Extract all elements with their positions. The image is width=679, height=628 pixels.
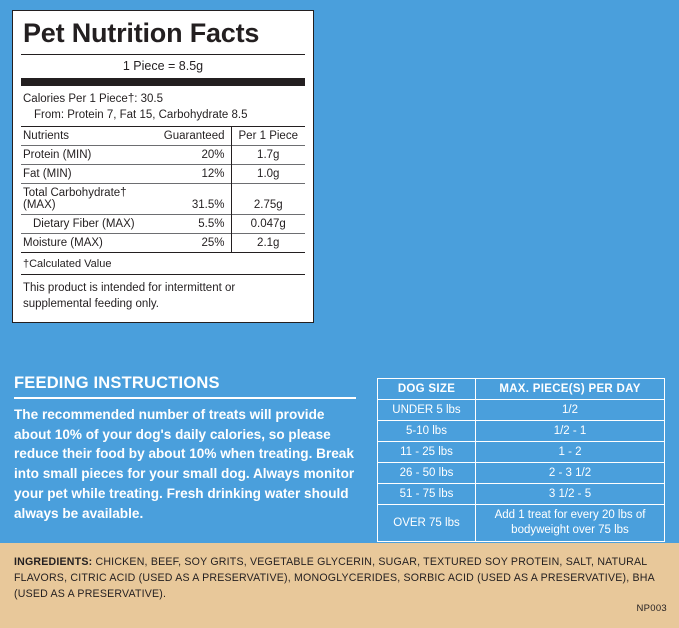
table-row [21,234,305,253]
row-nutrient-name: Dietary Fiber (MAX) [21,215,162,234]
dog-size-value: 51 - 75 lbs [378,484,476,505]
dog-size-value: 5-10 lbs [378,421,476,442]
table-header-row [21,127,305,146]
row-per-piece-value: 1.0g [231,165,305,184]
table-row [21,165,305,184]
divider-thick [21,78,305,86]
row-nutrient-name: Protein (MIN) [21,146,162,165]
column-header-dog-size: DOG SIZE [378,379,476,400]
max-pieces-value: 1 - 2 [476,442,665,463]
table-row [21,184,305,215]
feeding-instructions-body: The recommended number of treats will provide about 10% of your dog's daily calories, so please reduce their food by about 10% when treating. Break into small pieces for your small dog. Always monitor your pet while treating. Fresh drinking water should always be available. [14,407,355,521]
row-guaranteed-value: 5.5% [162,215,231,234]
table-row [378,505,665,542]
table-row [378,421,665,442]
dog-size-value: 11 - 25 lbs [378,442,476,463]
divider [14,397,356,399]
row-per-piece-value: 0.047g [231,215,305,234]
row-per-piece-value: 1.7g [231,146,305,165]
dog-size-value: OVER 75 lbs [378,505,476,542]
max-pieces-value: 3 1/2 - 5 [476,484,665,505]
calories-from: From: Protein 7, Fat 15, Carbohydrate 8.5 [34,109,248,122]
row-nutrient-name: Total Carbohydrate† (MAX) [21,184,162,215]
max-pieces-value: 1/2 - 1 [476,421,665,442]
table-row [378,442,665,463]
table-row [21,146,305,165]
ingredients-band [0,543,679,628]
column-header-guaranteed: Guaranteed [163,130,225,143]
row-guaranteed-value: 31.5% [162,184,231,215]
ingredients-label: INGREDIENTS: [14,556,93,568]
table-header-row [378,379,665,400]
row-per-piece-value: 2.1g [231,234,305,253]
product-code: NP003 [636,603,667,614]
max-pieces-value: Add 1 treat for every 20 lbs of bodyweight over 75 lbs [476,505,665,542]
row-guaranteed-value: 20% [162,146,231,165]
dog-size-table [377,378,665,542]
dog-size-value: UNDER 5 lbs [378,400,476,421]
table-row [378,484,665,505]
max-pieces-value: 2 - 3 1/2 [476,463,665,484]
column-header-nutrients: Nutrients [23,130,70,143]
row-per-piece-value: 2.75g [231,184,305,215]
dog-size-value: 26 - 50 lbs [378,463,476,484]
table-row [378,400,665,421]
feeding-instructions-block [14,374,356,523]
calculated-value-footnote: †Calculated Value [23,258,112,271]
nutrition-table [21,127,305,252]
ingredients-list: CHICKEN, BEEF, SOY GRITS, VEGETABLE GLYCERIN, SUGAR, TEXTURED SOY PROTEIN, SALT, NATURAL FLAVORS, CITRIC ACID (USED AS A PRESERVATIVE), MONOGLYCERIDES, SORBIC ACID (USED AS A PRESERVATIVE), BHA (USED AS A PRESERVATIVE). [14,556,655,600]
feeding-instructions-title: FEEDING INSTRUCTIONS [14,374,220,392]
row-nutrient-name: Fat (MIN) [21,165,162,184]
table-row [21,215,305,234]
column-header-max-pieces: MAX. PIECE(S) PER DAY [476,379,665,400]
page-title: Pet Nutrition Facts [23,18,260,48]
max-pieces-value: 1/2 [476,400,665,421]
pet-nutrition-facts-panel [12,10,314,323]
row-nutrient-name: Moisture (MAX) [21,234,162,253]
table-row [378,463,665,484]
calories-block [21,86,305,126]
feeding-disclaimer: This product is intended for intermittent or supplemental feeding only. [23,282,236,310]
row-guaranteed-value: 12% [162,165,231,184]
ingredients-text [14,555,666,603]
row-guaranteed-value: 25% [162,234,231,253]
serving-size: 1 Piece = 8.5g [122,58,204,73]
calories-per-piece: Calories Per 1 Piece†: 30.5 [23,92,163,105]
column-header-per-piece: Per 1 Piece [231,127,305,146]
